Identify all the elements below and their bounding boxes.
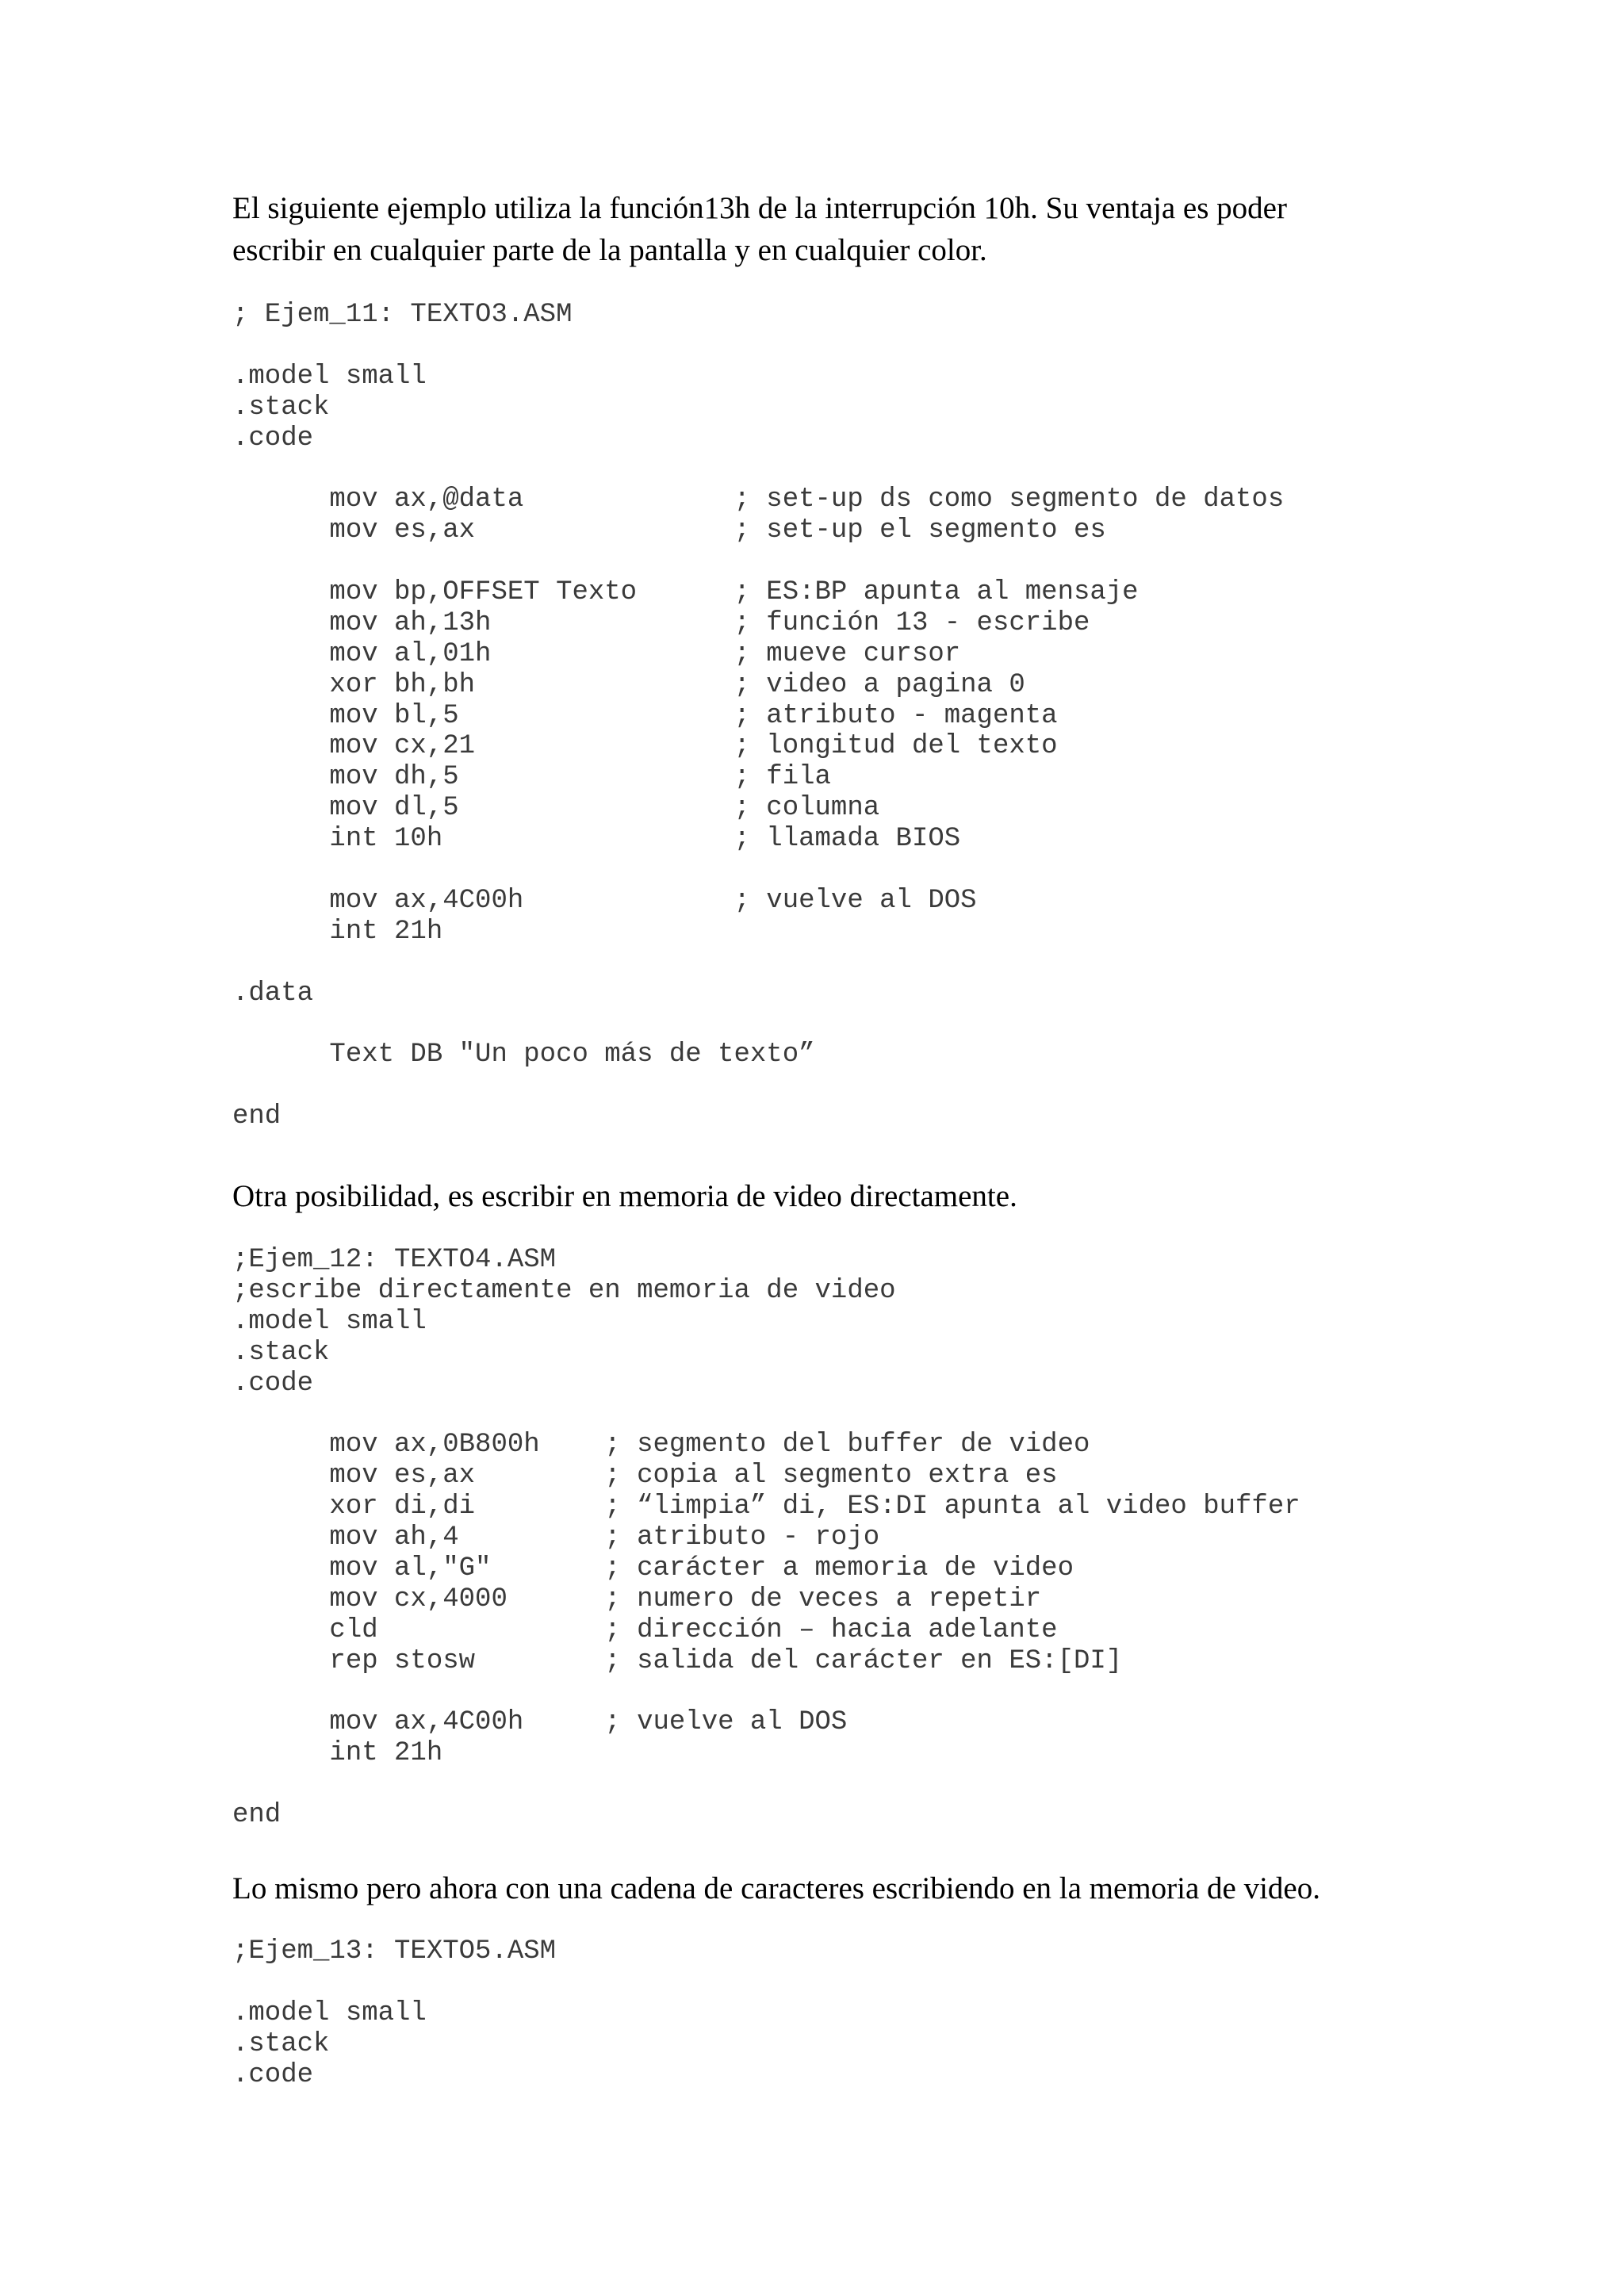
code-line: mov ax,0B800h ; segmento del buffer de video (232, 1430, 1090, 1461)
code-line: .stack (232, 392, 330, 423)
code-line (232, 1676, 1300, 1707)
code-line: mov cx,21 ; longitud del texto (232, 731, 1058, 762)
code-line: .model small (232, 1306, 427, 1337)
code-line: mov dl,5 ; columna (232, 793, 880, 824)
code-line (232, 855, 1284, 886)
code-line (232, 1399, 1300, 1430)
code-line: mov cx,4000 ; numero de veces a repetir (232, 1584, 1042, 1614)
code-line: cld ; dirección – hacia adelante (232, 1614, 1058, 1645)
code-line: .stack (232, 1337, 330, 1368)
code-line: mov es,ax ; copia al segmento extra es (232, 1461, 1058, 1492)
code-line (232, 546, 1284, 577)
code-line (232, 1070, 1284, 1101)
code-line: mov es,ax ; set-up el segmento es (232, 515, 1106, 546)
code-line: .stack (232, 2028, 330, 2059)
code-line: mov al,"G" ; carácter a memoria de video (232, 1553, 1074, 1584)
code-line: mov ah,4 ; atributo - rojo (232, 1522, 880, 1553)
code-line: end (232, 1800, 282, 1831)
code-line: .code (232, 2059, 314, 2090)
code-block-texto4 (232, 1245, 1300, 1831)
code-line: int 10h ; llamada BIOS (232, 824, 961, 855)
code-line (232, 1009, 1284, 1040)
code-line: mov ax,@data ; set-up ds como segmento de datos (232, 484, 1285, 515)
second-paragraph: Otra posibilidad, es escribir en memoria de video directamente. (232, 1179, 1017, 1213)
code-line: xor di,di ; “limpia” di, ES:DI apunta al video buffer (232, 1492, 1300, 1522)
code-line: mov dh,5 ; fila (232, 762, 831, 793)
code-line: int 21h (232, 1738, 443, 1769)
code-line (232, 1769, 1300, 1800)
code-line: mov bp,OFFSET Texto ; ES:BP apunta al mensaje (232, 577, 1139, 608)
third-paragraph: Lo mismo pero ahora con una cadena de caracteres escribiendo en la memoria de video. (232, 1871, 1320, 1905)
code-line: int 21h (232, 916, 443, 947)
code-line (232, 948, 1284, 978)
code-line (232, 454, 1284, 484)
code-line: mov ah,13h ; función 13 - escribe (232, 607, 1090, 638)
code-line: Text DB "Un poco más de texto” (232, 1040, 815, 1070)
code-line: ;Ejem_13: TEXTO5.ASM (232, 1936, 557, 1967)
code-line: ;Ejem_12: TEXTO4.ASM (232, 1245, 557, 1275)
code-line: mov al,01h ; mueve cursor (232, 638, 961, 669)
intro-paragraph: El siguiente ejemplo utiliza la función13h de la interrupción 10h. Su ventaja es poder escribir en cualquier parte de la pantalla y en cualquier color. (232, 191, 1287, 267)
code-line: mov bl,5 ; atributo - magenta (232, 700, 1058, 731)
code-line (232, 1967, 556, 1998)
code-line: mov ax,4C00h ; vuelve al DOS (232, 885, 977, 916)
code-line: .model small (232, 1997, 427, 2028)
code-line (232, 331, 1284, 362)
code-line: xor bh,bh ; video a pagina 0 (232, 669, 1025, 700)
code-line: .code (232, 423, 314, 454)
code-line: .code (232, 1368, 314, 1399)
code-line: ;escribe directamente en memoria de video (232, 1275, 896, 1306)
code-block-texto5 (232, 1936, 556, 2090)
code-line: .model small (232, 361, 427, 392)
code-line: .data (232, 978, 314, 1009)
code-line: end (232, 1101, 282, 1132)
code-line: rep stosw ; salida del carácter en ES:[DI] (232, 1645, 1123, 1676)
code-line: ; Ejem_11: TEXTO3.ASM (232, 300, 573, 330)
code-line: mov ax,4C00h ; vuelve al DOS (232, 1707, 848, 1738)
code-block-texto3 (232, 300, 1284, 1132)
